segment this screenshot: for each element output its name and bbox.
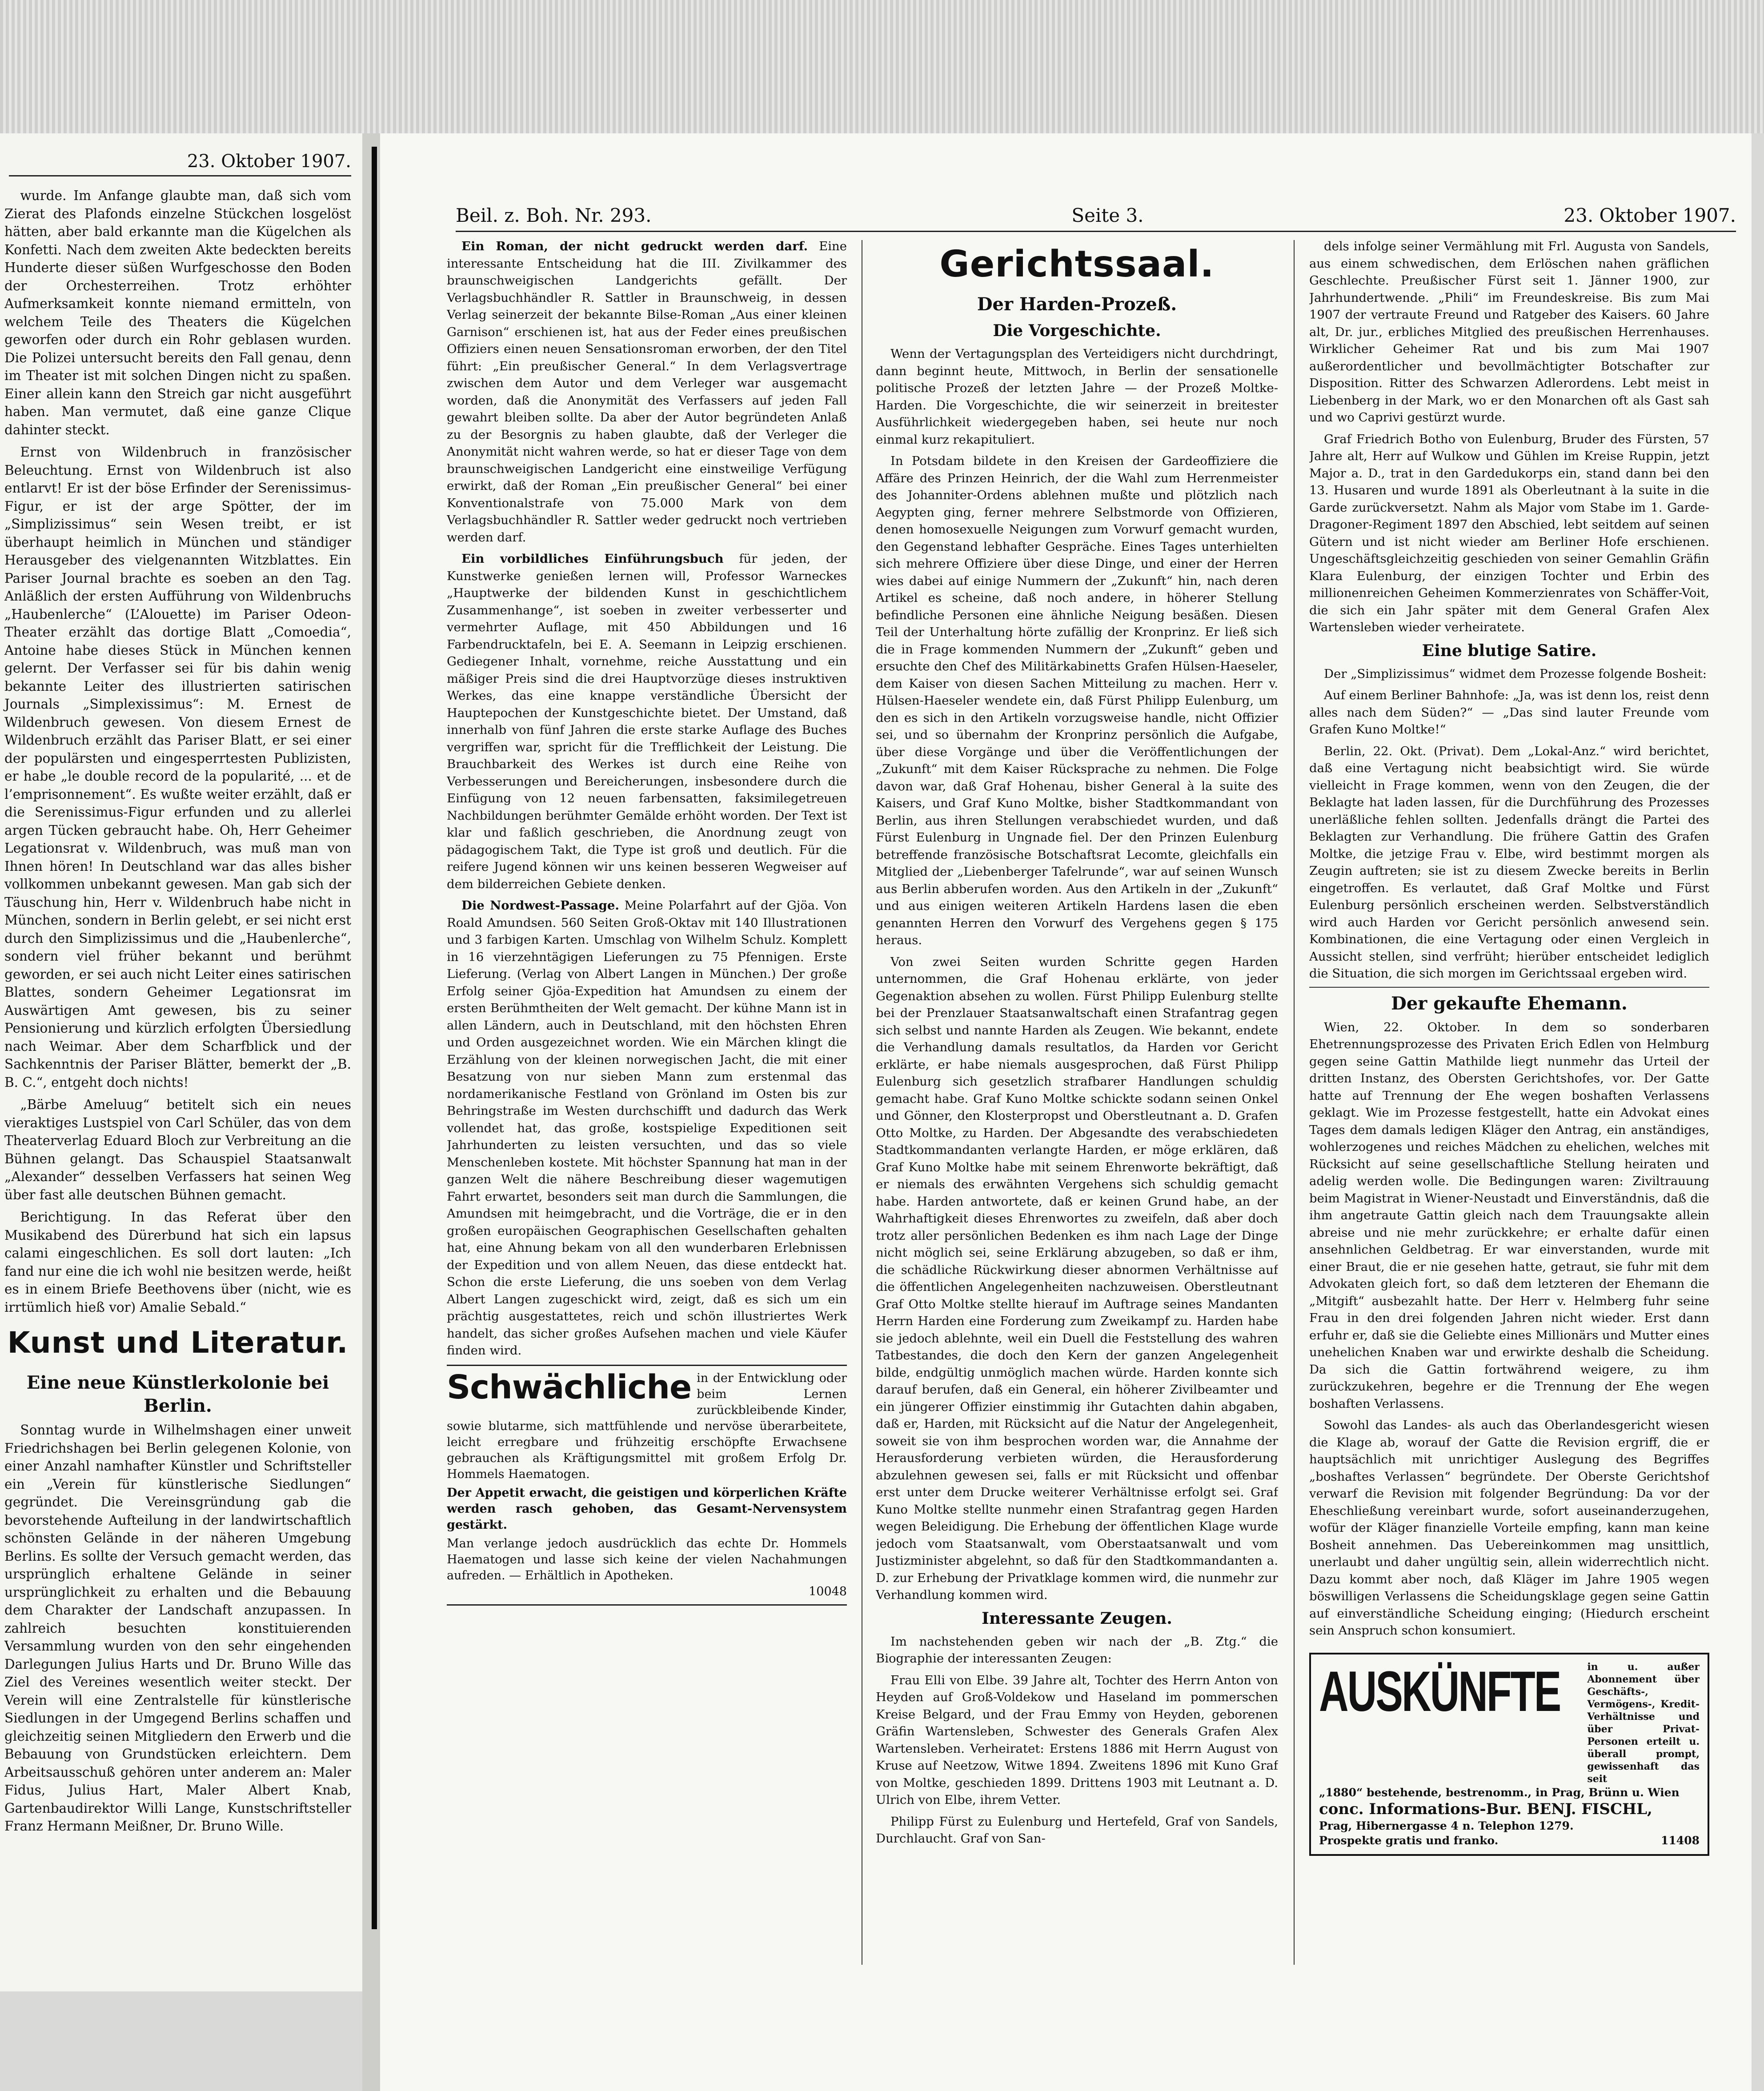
ad-number: 11408	[1661, 1834, 1700, 1847]
article-paragraph: Frau Elli von Elbe. 39 Jahre alt, Tochter des Herrn Anton von Heyden auf Groß-Voldekow und Haseland im pommerschen Kreise Belgard, und der Frau Emmy von Heyden, geborenen Gräfin Wartensleben, Schwester des Generals Grafen Alex Wartensleben. Verheiratet: Erstens 1886 mit Herrn August von Kruse auf Neetzow, Witwe 1894. Zweitens 1896 mit Kuno Graf von Moltke, geschieden 1899. Drittens 1903 mit Leutnant a. D. Ulrich von Elbe, ihrem Vetter.	[876, 1673, 1278, 1807]
article-subtitle: Interessante Zeugen.	[982, 1609, 1172, 1628]
header-issue: Beil. z. Boh. Nr. 293.	[456, 204, 652, 226]
article-paragraph: Von zwei Seiten wurden Schritte gegen Harden unternommen, die Graf Hohenau erklärte, von jeder Gegenaktion absehen zu wollen. Fürst Philipp Eulenburg stellte bei der Prenzlauer Staatsanwaltschaft einen Strafantrag gegen sich selbst und nannte Harden als Zeugen. Wie bekannt, endete die Verhandlung damals resultatlos, da Harden vor Gericht erklärte, er habe niemals ausgesprochen, daß Fürst Philipp Eulenburg sich gesetzlich strafbarer Handlungen schuldig gemacht habe. Graf Kuno Moltke schickte sodann seinen Onkel und Gönner, den Klosterpropst und Oberstleutnant a. D. Grafen Otto Moltke, zu Harden. Der Abgesandte des verabschiedeten Stadtkommandanten verlangte Harden, er möge erklären, daß Graf Kuno Moltke habe mit seinem Ehrenworte bekräftigt, daß er niemals des erwähnten Vergehens sich schuldig gemacht habe. Harden antwortete, daß er keinen Grund habe, an der Wahrhaftigkeit dieses Ehrenwortes zu zweifeln, daß aber doch trotz aller persönlichen Bedenken es ihm nach Lage der Dinge nicht möglich sei, seine Erklärung abzugeben, so daß er ihm, die schädliche Rückwirkung dieser abnormen Verhältnisse auf die öffentlichen Angelegenheiten nachzuweisen. Oberstleutnant Graf Otto Moltke stellte hierauf im Auftrage seines Mandanten Herrn Harden eine Forderung zum Zweikampf zu. Harden habe sie jedoch ablehnte, weil ein Duell die Feststellung des wahren Tatbestandes, die doch den Kern der ganzen Angelegenheit bilde, endgültig unmöglich machen würde. Harden konnte sich darauf berufen, daß ein General, ein höherer Zivilbeamter und ein jüngerer Offizier einstimmig ihr Gutachten dahin abgaben, daß er, Harden, mit Rücksicht auf die Natur der Angelegenheit, soweit sie von ihm besprochen worden war, die Annahme der Herausforderung verbieten würden, die Herausforderung abzulehnen gewesen sei, falls er mit Rücksicht und offenbar erst unter dem Drucke weiterer Verhältnisse erfolgt sei. Graf Kuno Moltke stellte nunmehr einen Strafantrag gegen Harden wegen Beleidigung. Die Erhebung der öffentlichen Klage wurde jedoch vom Staatsanwalt, vom Oberstaatsanwalt und vom Justizminister abgelehnt, so daß für den Stadtkommandanten a. D. zur Erhebung der Privatklage kommen wird, die nunmehr zur Verhandlung kommen wird.	[876, 954, 1278, 1602]
article-paragraph	[447, 897, 847, 1359]
ad-headline: Schwächliche	[447, 1368, 692, 1406]
article-paragraph: Im nachstehenden geben wir nach der „B. Ztg.“ die Biographie der interessanten Zeugen:	[876, 1634, 1278, 1666]
article-paragraph: Wien, 22. Oktober. In dem so sonderbaren Ehetrennungsprozesse des Privaten Erich Edlen von Helmburg gegen seine Gattin Mathilde liegt nunmehr das Urteil der dritten Instanz, des Obersten Gerichtshofes, vor. Der Gatte hatte auf Trennung der Ehe wegen boshaften Verlassens geklagt. Wie im Prozesse festgestellt, hatte ein Advokat eines Tages dem damals ledigen Kläger den Antrag, ein anständiges, wohlerzogenes und reiches Mädchen zu ehelichen, welches mit Rücksicht auf seine gesellschaftliche Stellung heiraten und adelig werden wolle. Die Bedingungen waren: Ziviltrauung beim Magistrat in Wiener-Neustadt und Einverständnis, daß die ihm angetraute Gattin gleich nach dem Trauungsakte allein abreise und nie mehr zurückkehre; er erhalte dafür einen ansehnlichen Geldbetrag. Er war einverstanden, wurde mit einer Braut, die er nie gesehen hatte, getraut, sie fuhr mit dem Advokaten gleich fort, so daß dem letzteren der Ehemann die „Mitgift“ ausbezahlt hatte. Der Herr v. Helmberg fuhr seine Frau in den drei folgenden Jahren nicht wieder. Erst dann erfuhr er, daß sie die Geliebte eines Millionärs und Mutter eines unehelichen Knaben war und erwirkte deshalb die Scheidung. Da sich die Gattin fortwährend weigere, zu ihm zurückzukehren, begehre er die Trennung der Ehe wegen boshaften Verlassens.	[1309, 1020, 1709, 1411]
column-2	[876, 238, 1278, 1998]
article-title: Der Harden-Prozeß.	[977, 294, 1177, 315]
auskuenfte-advertisement	[1309, 1653, 1709, 1856]
column-rule	[1294, 240, 1295, 1965]
article-paragraph: Graf Friedrich Botho von Eulenburg, Bruder des Fürsten, 57 Jahre alt, Herr auf Wulkow und Gühlen im Kreise Ruppin, jetzt Major a. D., trat in den Gardedukorps ein, stand dann bei den 13. Husaren und wurde 1891 als Oberleutnant à la suite in die Garde zurückversetzt. Nahm als Major vom Stabe im 1. Garde-Dragoner-Regiment 1897 den Abschied, lebt seitdem auf seinen Gütern und ist nicht wieder am Berliner Hofe erschienen. Ungeschäftsgleichzeitig geschieden von seiner Gemahlin Gräfin Klara Eulenburg, der einzigen Tochter und Erbin des millionenreichen Geheimen Kommerzienrates von Schäffer-Voit, die sich ein Jahr später mit dem General Grafen Alex Wartensleben wieder verheiratete.	[1309, 432, 1709, 634]
left-section-title: Kunst und Literatur.	[7, 1326, 349, 1360]
page-gutter	[362, 133, 380, 2091]
binding-spine	[372, 147, 377, 1929]
ad-line: Prag, Hibernergasse 4 n. Telephon 1279.	[1319, 1819, 1574, 1832]
ad-tail-text: Man verlange jedoch ausdrücklich das echte Dr. Hommels Haematogen und lasse sich keine der vielen Nachahmungen aufreden. — Erhältlich in Apotheken.	[447, 1536, 847, 1582]
running-header	[456, 204, 1736, 232]
article-paragraph: Berlin, 22. Okt. (Privat). Dem „Lokal-Anz.“ wird berichtet, daß eine Vertagung nicht beabsichtigt wird. Sie würde vielleicht in Frage kommen, wenn von den Zeugen, die der Beklagte hat laden lassen, für die Durchführung des Prozesses unerläßliche fehlen sollten. Jedenfalls drängt die Partei des Beklagten zur Verhandlung. Die frühere Gattin des Grafen Moltke, die jetzige Frau v. Elbe, wird bestimmt morgen als Zeugin auftreten; sie ist zu diesem Zwecke bereits in Berlin eingetroffen. Es verlautet, daß Graf Moltke und Fürst Eulenburg persönlich erscheinen werden. Selbstverständlich wird auch Harden vor Gericht persönlich anwesend sein. Kombinationen, die eine Vertagung oder einen Vergleich in Aussicht stellen, sind verfrüht; hierüber entscheidet lediglich die Situation, die sich morgen im Gerichtssaal ergeben wird.	[1309, 744, 1709, 981]
left-paragraph: Ernst von Wildenbruch in französischer Beleuchtung. Ernst von Wildenbruch ist also entlarvt! Er ist der böse Erfinder der Serenissimus-Figur, er ist der arge Spötter, der im „Simplizissimus“ sein Wesen treibt, er ist überhaupt heimlich in München und ständiger Herausgeber des vielgenannten Witzblattes. Ein Pariser Journal brachte es soeben an den Tag. Anläßlich der ersten Aufführung von Wildenbruchs „Haubenlerche“ (L’Alouette) im Pariser Odeon-Theater erzählt das dortige Blatt „Comoedia“, Antoine habe dieses Stück in München kennen gelernt. Der Verfasser sei für bis dahin wenig bekannte Leiter des illustrierten satirischen Journals „Simplexissimus“: M. Ernest de Wildenbruch gewesen. Von diesem Ernest de Wildenbruch erzählt das Pariser Blatt, er sei einer der populärsten und eingesperrtesten Publizisten, er habe „le double record de la popularité, ... et de l’emprisonnement“. Es wußte weiter erzählt, daß er die Serenissimus-Figur erfunden und zu allerlei argen Tücken gebraucht habe. Oh, Herr Geheimer Legationsrat v. Wildenbruch, was muß man von Ihnen hören! In Deutschland war das alles bisher vollkommen unbekannt gewesen. Man gab sich der Täuschung hin, Herr v. Wildenbruch habe nicht in München, sondern in Berlin gelebt, er sei nicht erst durch den Simplizissimus und die „Haubenlerche“, sondern viel früher bekannt und berühmt geworden, er sei auch nicht Leiter eines satirischen Blattes, sondern Geheimer Legationsrat im Auswärtigen Amt gewesen, bis zu seiner Pensionierung und kürzlich erfolgten Übersiedlung nach Weimar. Aber dem Scharfblick und der Sachkenntnis der Pariser Blätter, bemerkt der „B. B. C.“, entgeht doch nichts!	[4, 445, 351, 1090]
header-page-number: Seite 3.	[1071, 204, 1144, 226]
column-3	[1309, 238, 1709, 1998]
left-section-subtitle: Eine neue Künstlerkolonie bei Berlin.	[26, 1372, 329, 1416]
ad-number: 10048	[809, 1584, 847, 1598]
article-subtitle: Die Vorgeschichte.	[993, 321, 1161, 340]
right-page	[380, 133, 1752, 2091]
column-1	[447, 238, 847, 1998]
article-subtitle: Eine blutige Satire.	[1422, 641, 1597, 660]
ad-headline: AUSKÜNFTE	[1319, 1659, 1560, 1723]
section-divider	[1309, 987, 1709, 988]
article-lead: Ein vorbildliches Einführungsbuch	[461, 552, 724, 566]
article-paragraph: dels infolge seiner Vermählung mit Frl. Augusta von Sandels, aus einem schwedischen, dem Erlöschen nahen gräflichen Geschlechte. Preußischer Fürst seit 1. Jänner 1900, zur Jahrhundertwende. „Phili“ im Freundeskreise. Bis zum Mai 1907 der vertraute Freund und Ratgeber des Kaisers. 60 Jahre alt, Dr. jur., erbliches Mitglied des preußischen Herrenhauses. Wirklicher Geheimer Rat und bis zum Mai 1907 außerordentlicher und bevollmächtigter Botschafter zur Disposition. Ritter des Schwarzen Adlerordens. Lebt meist in Liebenberg in der Mark, wo er den Monarchen oft als Gast sah und wo Caprivi gestürzt wurde.	[1309, 239, 1709, 425]
article-paragraph	[447, 550, 847, 893]
article-paragraph	[447, 238, 847, 546]
header-date: 23. Oktober 1907.	[1564, 204, 1736, 226]
left-paragraph: Berichtigung. In das Referat über den Musikabend des Dürerbund hat sich ein lapsus calami eingeschlichen. Es soll dort lauten: „Ich fand nur eine die ich wohl nie besitzen werde, heißt es in einem Briefe Beethovens über (nicht, wie es irrtümlich hieß vor) Amalie Sebald.“	[4, 1210, 351, 1315]
haematogen-advertisement	[447, 1365, 847, 1606]
left-page-date: 23. Oktober 1907.	[187, 151, 351, 172]
article-paragraph: Wenn der Vertagungsplan des Verteidigers nicht durchdringt, dann beginnt heute, Mittwoch, in Berlin der sensationelle politische Prozeß der letzten Jahre — der Prozeß Moltke-Harden. Die Vorgeschichte, die wir seinerzeit in breitester Ausführlichkeit wiedergegeben haben, sei heute nur noch einmal kurz rekapituliert.	[876, 347, 1278, 447]
article-text: für jeden, der Kunstwerke genießen lernen will, Professor Warneckes „Hauptwerke der bildenden Kunst in geschichtlichem Zusammenhange“, ist soeben in zweiter verbesserter und vermehrter Auflage, mit 450 Abbildungen und 16 Farbendrucktafeln, bei E. A. Seemann in Leipzig erschienen. Gediegener Inhalt, vornehme, reiche Ausstattung und ein mäßiger Preis sind die drei Hauptvorzüge dieses instruktiven Werkes, das eine knappe verständliche Übersicht der Hauptepochen der Kunstgeschichte bietet. Der Umstand, daß innerhalb von fünf Jahren die erste starke Auflage des Buches vergriffen war, spricht für die Trefflichkeit der Leistung. Die Brauchbarkeit des Werkes ist durch eine Reihe von Verbesserungen und Bereicherungen, insbesondere durch die Einfügung von 12 neuen farbensatten, faksimilegetreuen Nachbildungen berühmter Gemälde erhöht worden. Der Text ist klar und faßlich geschrieben, die Anordnung zeugt von pädagogischem Takt, die Type ist groß und deutlich. Für die reifere Jugend können wir uns keinen besseren Wegweiser auf dem bilderreichen Gebiete denken.	[447, 552, 847, 891]
article-paragraph: Philipp Fürst zu Eulenburg und Hertefeld, Graf von Sandels, Durchlaucht. Graf von San-	[876, 1814, 1278, 1846]
article-paragraph: In Potsdam bildete in den Kreisen der Gardeoffiziere die Affäre des Prinzen Heinrich, der die Wahl zum Herrenmeister des Johanniter-Ordens ablehnen mußte und plötzlich nach Aegypten ging, ferner mehrere Selbstmorde von Offizieren, denen homosexuelle Neigungen zum Vorwurf gemacht wurden, den Gegenstand lebhafter Gespräche. Eines Tages unterhielten sich mehrere Offiziere über diese Dinge, und einer der Herren wies dabei auf einige Nummern der „Zukunft“ hin, nach deren Artikel es scheine, daß noch andere, in höherer Stellung befindliche Personen eine ähnliche Neigung besäßen. Diesen Teil der Unterhaltung hörte zufällig der Kronprinz. Er ließ sich die in Frage kommenden Nummern der „Zukunft“ geben und ersuchte den Chef des Militärkabinetts Grafen Hülsen-Haeseler, dem Kaiser von diesen Sachen Mitteilung zu machen. Herr v. Hülsen-Haeseler wendete ein, daß Fürst Philipp Eulenburg, um den es sich in den Artikeln vorzugsweise handle, nicht Offizier sei, und so übernahm der Kronprinz persönlich die Aufgabe, über diese Vorgänge und über die Veröffentlichungen der „Zukunft“ mit dem Kaiser Rücksprache zu nehmen. Die Folge davon war, daß Graf Hohenau, bisher General à la suite des Kaisers, und Graf Kuno Moltke, bisher Stadtkommandant von Berlin, aus ihren Stellungen verabschiedet wurden, und daß Fürst Eulenburg in Ungnade fiel. Der den Prinzen Eulenburg betreffende französische Botschaftsrat Lecomte, gleichfalls ein Mitglied der „Liebenberger Tafelrunde“, war auf seinen Wunsch aus Berlin abberufen worden. Aus den Artikeln in der „Zukunft“ und aus einigen weiteren Artikeln Hardens lasen die eben genannten Herren den Vorwurf des Vergehens gegen § 175 heraus.	[876, 454, 1278, 947]
left-page-column	[4, 187, 351, 1840]
ad-line: Prospekte gratis und franko.	[1319, 1834, 1499, 1847]
ad-side-text: in u. außer Abonnement über Geschäfts-, Vermögens-, Kredit-Verhältnisse und über Privat-Personen erteilt u. überall prompt, gewissenhaft das seit	[1587, 1661, 1700, 1785]
article-lead: Die Nordwest-Passage.	[461, 898, 619, 913]
ad-bold-text: Der Appetit erwacht, die geistigen und körperlichen Kräfte werden rasch gehoben, das Gesamt-Nervensystem gestärkt.	[447, 1486, 847, 1532]
left-paragraph: „Bärbe Ameluug“ betitelt sich ein neues vieraktiges Lustspiel von Carl Schüler, das von dem Theaterverlag Eduard Bloch zur Verbreitung an die Bühnen gelangt. Das Schauspiel Staatsanwalt „Alexander“ desselben Verfassers hat seinen Weg über fast alle deutschen Bühnen gemacht.	[4, 1097, 351, 1202]
article-paragraph: Der „Simplizissimus“ widmet dem Prozesse folgende Bosheit:	[1324, 666, 1707, 681]
ad-text: in der Entwicklung oder beim Lernen zurückbleibende Kinder, sowie blutarme, sich mattfühlende und nervöse überarbeitete, leicht erregbare und frühzeitig erschöpfte Erwachsene gebrauchen als Kräftigungsmittel mit großem Erfolg Dr. Hommels Haematogen.	[447, 1371, 847, 1481]
scan-background	[0, 0, 1764, 133]
ad-line: conc. Informations-Bur. BENJ. FISCHL,	[1319, 1800, 1652, 1818]
left-page-header	[9, 151, 351, 176]
left-page	[0, 133, 362, 1991]
article-paragraph: Auf einem Berliner Bahnhofe: „Ja, was ist denn los, reist denn alles nach dem Süden?“ — „Das sind lauter Freunde vom Grafen Kuno Moltke!“	[1309, 688, 1709, 737]
section-title-gerichtssaal: Gerichtssaal.	[939, 243, 1215, 285]
ad-line: „1880“ bestehende, bestrenomm., in Prag, Brünn u. Wien	[1319, 1786, 1680, 1799]
ad-footer	[1319, 1833, 1700, 1848]
left-paragraph: wurde. Im Anfange glaubte man, daß sich vom Zierat des Plafonds einzelne Stückchen losgelöst hätten, aber bald erkannte man die Kügelchen als Konfetti. Nach dem zweiten Akte bedeckten bereits Hunderte dieser süßen Wurfgeschosse den Boden der Orchesterreihen. Trotz erhöhter Aufmerksamkeit konnte niemand ermitteln, von welchem Teile des Theaters die Kügelchen geworfen oder durch ein Rohr geblasen wurden. Die Polizei untersucht bereits den Fall genau, denn im Theater ist mit solchen Dingen nicht zu spaßen. Einer allein kann den Streich gar nicht ausgeführt haben. Man vermutet, daß eine ganze Clique dahinter steckt.	[4, 188, 351, 437]
article-text: Meine Polarfahrt auf der Gjöa. Von Roald Amundsen. 560 Seiten Groß-Oktav mit 140 Illustrationen und 3 farbigen Karten. Umschlag von Wilhelm Schulz. Komplett in 16 vierzehntägigen Lieferungen zu 75 Pfennigen. Erste Lieferung. (Verlag von Albert Langen in München.) Der große Erfolg seiner Gjöa-Expedition hat Amundsen zu einem der ersten Berühmtheiten der Welt gemacht. Der kühne Mann ist in allen Ländern, auch in Deutschland, mit den höchsten Ehren und Orden ausgezeichnet worden. Wie ein Märchen klingt die Erzählung von der kleinen norwegischen Jacht, die mit einer Besatzung von nur sieben Mann zum erstenmal das nordamerikanische Festland von Grönland im Osten bis zur Behringstraße im Westen durchschifft und dadurch das Werk vollendet hat, das große, kostspielige Expeditionen seit Jahrhunderten zu leisten versuchten, und das so viele Menschenleben kostete. Mit höchster Spannung hat man in der ganzen Welt die nähere Beschreibung dieser wagemutigen Fahrt erwartet, besonders seit man durch die Sammlungen, die Amundsen mit heimgebracht, und die Vorträge, die er in den großen europäischen Geographischen Gesellschaften gehalten hat, eine Ahnung bekam von all den wunderbaren Erlebnissen der Expedition und von allem Neuen, das diese entdeckt hat. Schon die erste Lieferung, die uns soeben von dem Verlag Albert Langen zugeschickt wird, zeigt, daß es sich um ein prächtig ausgestattetes, reich und schön illustriertes Werk handelt, das sicher großes Aufsehen machen und viele Käufer finden wird.	[447, 898, 847, 1358]
article-title: Der gekaufte Ehemann.	[1391, 993, 1628, 1014]
article-text: Eine interessante Entscheidung hat die III. Zivilkammer des braunschweigischen Landgerichts gefällt. Der Verlagsbuchhändler R. Sattler in Braunschweig, in dessen Verlag seinerzeit der bekannte Bilse-Roman „Aus einer kleinen Garnison“ erschienen ist, hat aus der Feder eines preußischen Offiziers einen neuen Sensationsroman erworben, der den Titel führt: „Ein preußischer General.“ In dem Verlagsvertrage zwischen dem Autor und dem Verleger war ausgemacht worden, daß die Anonymität des Verfassers auf jeden Fall gewahrt bleiben sollte. Da aber der Autor begründeten Anlaß zu der Besorgnis zu haben glaubte, daß der Verleger die Anonymität nicht wahren werde, so hat er dieser Tage von dem braunschweigischen Landgericht eine einstweilige Verfügung erwirkt, daß der Roman „Ein preußischer General“ bei einer Konventionalstrafe von 75.000 Mark von dem Verlagsbuchhändler R. Sattler weder gedruckt noch vertrieben werden darf.	[447, 239, 847, 545]
article-lead: Ein Roman, der nicht gedruckt werden darf.	[461, 239, 808, 253]
article-paragraph: Sowohl das Landes- als auch das Oberlandesgericht wiesen die Klage ab, worauf der Gatte die Revision ergriff, die er hauptsächlich mit unrichtiger Auslegung des Begriffes „boshaftes Verlassen“ begründete. Der Oberste Gerichtshof verwarf die Revision mit folgender Begründung: Da vor der Eheschließung vereinbart wurde, sofort auseinanderzugehen, wofür der Kläger finanzielle Vorteile empfing, kann man keine Bosheit annehmen. Das Uebereinkommen mag unsittlich, unerlaubt und daher ungültig sein, allein widerrechtlich nicht. Dazu kommt aber noch, daß Kläger im Jahre 1905 wegen böswilligen Verlassens die Scheidungsklage gegen seine Gattin auf einverständliche Scheidung einging; (Hiedurch erscheint sein Anspruch schon konsumiert.	[1309, 1418, 1709, 1638]
left-section-text: Sonntag wurde in Wilhelmshagen einer unweit Friedrichshagen bei Berlin gelegenen Kolonie, von einer Anzahl namhafter Künstler und Schriftsteller ein „Verein für künstlerische Siedlungen“ gegründet. Die Vereinsgründung gab die bevorstehende Aufteilung in der landwirtschaftlich schönsten Gelände in der näheren Umgebung Berlins. Es sollte der Versuch gemacht werden, das ursprünglich erhaltene Gelände in seiner ursprünglichkeit zu erhalten und die Bebauung dem Charakter der Landschaft anzupassen. In zahlreich besuchten konstituierenden Versammlung wurden von den sehr eingehenden Darlegungen Julius Harts und Dr. Bruno Wille das Ziel des Vereines wesentlich weiter steckt. Der Verein will eine Zentralstelle für künstlerische Siedlungen in der Umgegend Berlins schaffen und gleichzeitig seinen Mitgliedern den Erwerb und die Bebauung von Grundstücken erleichtern. Dem Arbeitsausschuß gehören unter anderem an: Maler Fidus, Julius Hart, Maler Albert Knab, Gartenbaudirektor Willi Lange, Kunstschriftsteller Franz Hermann Meißner, Dr. Bruno Wille.	[4, 1422, 351, 1834]
